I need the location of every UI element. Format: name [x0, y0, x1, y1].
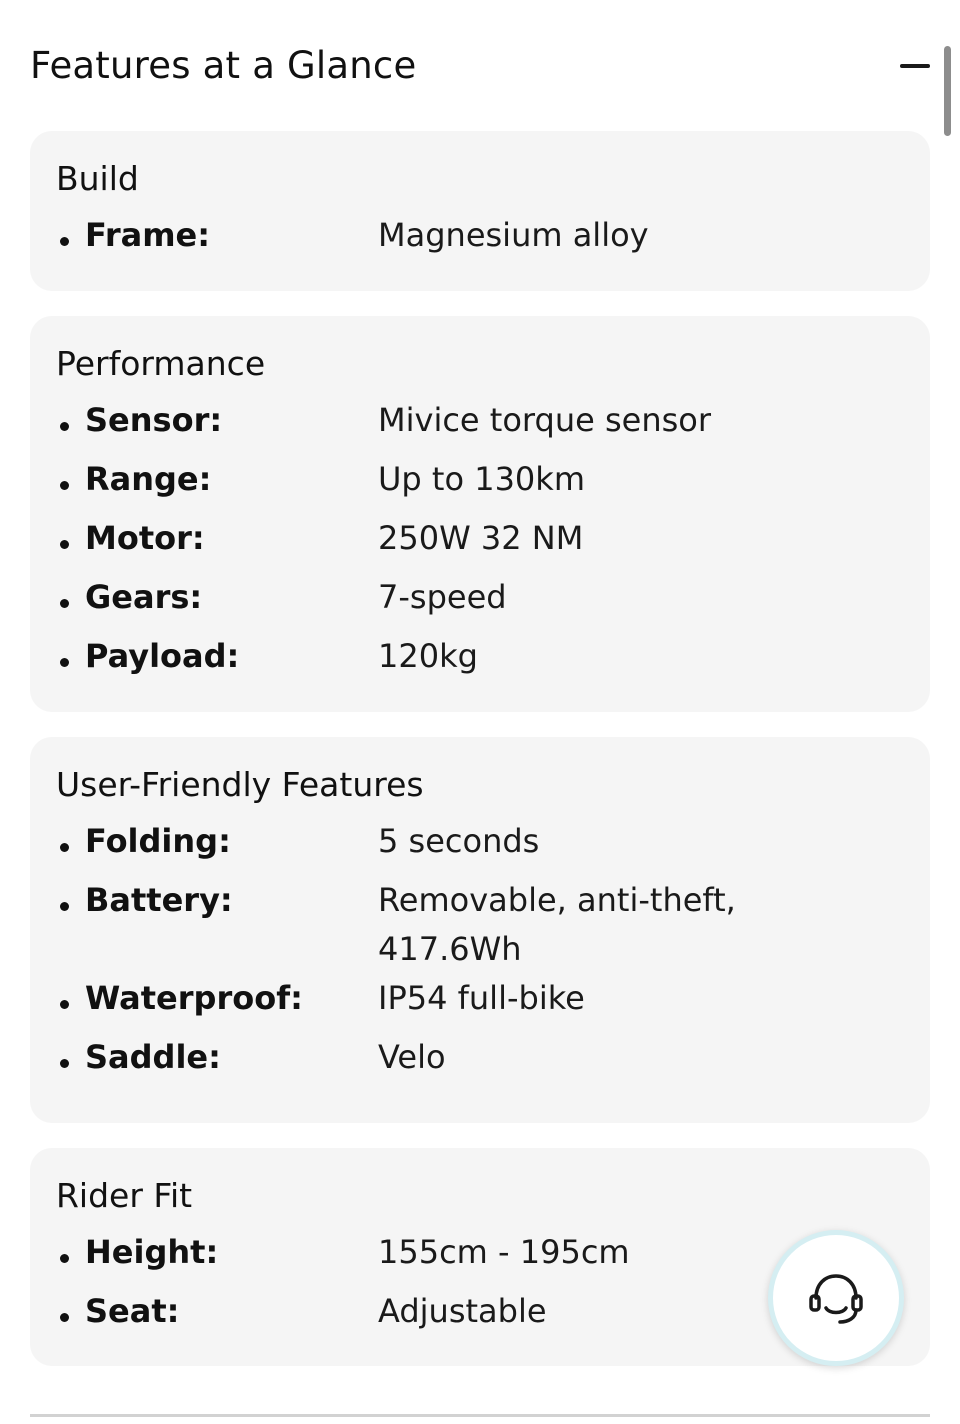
spec-value-line: Up to 130km [378, 460, 585, 498]
spec-value-line: 5 seconds [378, 822, 540, 860]
card-title: Build [56, 159, 139, 198]
spec-value [378, 211, 904, 270]
spec-value-line: Magnesium alloy [378, 216, 649, 254]
spec-value [378, 876, 904, 974]
spec-value [378, 455, 904, 514]
spec-value-line: 7-speed [378, 578, 507, 616]
spec-value [378, 396, 904, 455]
card-title: User-Friendly Features [56, 765, 424, 804]
spec-row [56, 1033, 904, 1092]
section-header [30, 30, 936, 100]
spec-label: Battery: [85, 881, 233, 919]
spec-value [378, 817, 904, 876]
spec-label: Frame: [85, 216, 211, 254]
spec-label: Height: [85, 1233, 219, 1271]
section-divider [30, 1414, 930, 1417]
spec-label: Sensor: [85, 401, 223, 439]
bullet-icon [60, 658, 69, 667]
spec-list [56, 817, 904, 1092]
spec-value-line: IP54 full-bike [378, 979, 585, 1017]
spec-value-line: 417.6Wh [378, 930, 522, 968]
spec-label: Seat: [85, 1292, 180, 1330]
spec-value-line: Mivice torque sensor [378, 401, 711, 439]
bullet-icon [60, 1000, 69, 1009]
bullet-icon [60, 1059, 69, 1068]
spec-label: Range: [85, 460, 212, 498]
bullet-icon [60, 237, 69, 246]
bullet-icon [60, 540, 69, 549]
spec-list [56, 396, 904, 691]
spec-label: Folding: [85, 822, 231, 860]
spec-label: Gears: [85, 578, 203, 616]
bullet-icon [60, 481, 69, 490]
spec-value [378, 632, 904, 691]
bullet-icon [60, 422, 69, 431]
bullet-icon [60, 843, 69, 852]
spec-label: Waterproof: [85, 979, 303, 1017]
spec-value-line: Removable, anti-theft, [378, 881, 736, 919]
spec-label: Payload: [85, 637, 240, 675]
spec-row [56, 974, 904, 1033]
spec-value [378, 573, 904, 632]
card-title: Rider Fit [56, 1176, 193, 1215]
spec-row [56, 514, 904, 573]
collapse-button[interactable] [898, 54, 932, 78]
card-title: Performance [56, 344, 266, 383]
feature-card [30, 131, 930, 291]
minus-icon [900, 64, 930, 68]
spec-label: Saddle: [85, 1038, 221, 1076]
spec-value-line: 250W 32 NM [378, 519, 584, 557]
spec-value-line: Velo [378, 1038, 446, 1076]
bullet-icon [60, 599, 69, 608]
feature-card [30, 316, 930, 712]
spec-value-line: Adjustable [378, 1292, 547, 1330]
spec-row [56, 817, 904, 876]
customer-support-button[interactable] [768, 1230, 904, 1366]
scrollbar[interactable] [944, 46, 951, 136]
spec-row [56, 573, 904, 632]
spec-value-line: 155cm - 195cm [378, 1233, 630, 1271]
spec-row [56, 455, 904, 514]
spec-label: Motor: [85, 519, 205, 557]
spec-row [56, 211, 904, 270]
spec-row [56, 396, 904, 455]
spec-row [56, 876, 904, 974]
bullet-icon [60, 1254, 69, 1263]
bullet-icon [60, 1313, 69, 1322]
spec-value [378, 974, 904, 1033]
headset-icon [800, 1262, 872, 1334]
spec-value [378, 514, 904, 573]
feature-card [30, 737, 930, 1123]
spec-value-line: 120kg [378, 637, 478, 675]
spec-row [56, 632, 904, 691]
spec-list [56, 211, 904, 270]
section-title: Features at a Glance [30, 43, 417, 87]
bullet-icon [60, 902, 69, 911]
spec-value [378, 1033, 904, 1092]
